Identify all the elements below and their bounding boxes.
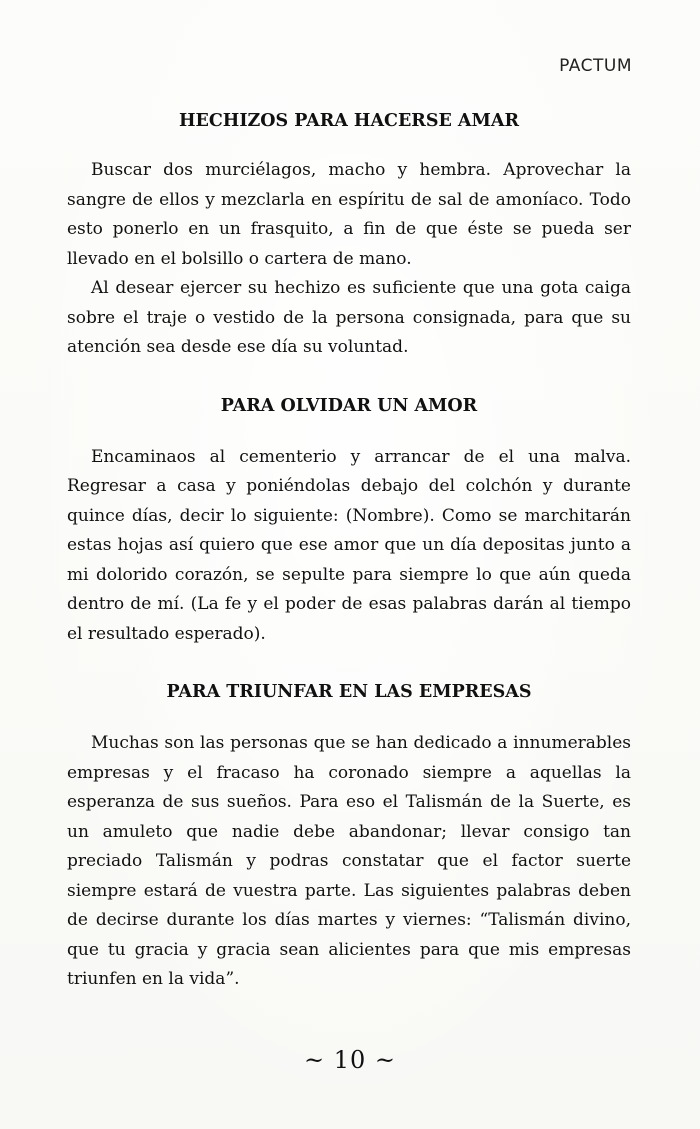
- paragraph: Buscar dos murciélagos, macho y hembra. Aprovechar la sangre de ellos y mezclarla en espíritu de sal de amoníaco. Todo esto ponerlo en un frasquito, a fin de que éste se pueda ser llevado en el bolsillo o cartera de mano.: [67, 160, 631, 269]
- section-title-hechizos: HECHIZOS PARA HACERSE AMAR: [178, 111, 519, 131]
- page-content: [67, 108, 631, 995]
- paragraph: Encaminaos al cementerio y arrancar de el una malva. Regresar a casa y poniéndolas debajo del colchón y durante quince días, decir lo siguiente: (Nombre). Como se marchitarán estas hojas así quiero que ese amor que un día depositas junto a mi dolorido corazón, se sepulte para siempre lo que aún queda dentro de mí. (La fe y el poder de esas palabras darán al tiempo el resultado esperado).: [67, 446, 631, 644]
- section-title-olvidar: PARA OLVIDAR UN AMOR: [220, 395, 478, 416]
- paragraph: Al desear ejercer su hechizo es suficiente que una gota caiga sobre el traje o vestido de la persona consignada, para que su atención sea desde ese día su voluntad.: [67, 278, 631, 357]
- section-title-triunfar: PARA TRIUNFAR EN LAS EMPRESAS: [166, 682, 532, 702]
- page-number: ~ 10 ~: [303, 1046, 396, 1074]
- running-head: PACTUM: [559, 56, 632, 76]
- paragraph: Muchas son las personas que se han dedicado a innumerables empresas y el fracaso ha coronado siempre a aquellas la esperanza de sus sueños. Para eso el Talismán de la Suerte, es un amuleto que nadie debe abandonar; llevar consigo tan preciado Talismán y podras constatar que el factor suerte siempre estará de vuestra parte. Las siguientes palabras deben de decirse durante los días martes y viernes: “Talismán divino, que tu gracia y gracia sean alicientes para que mis empresas triunfen en la vida”.: [67, 733, 631, 989]
